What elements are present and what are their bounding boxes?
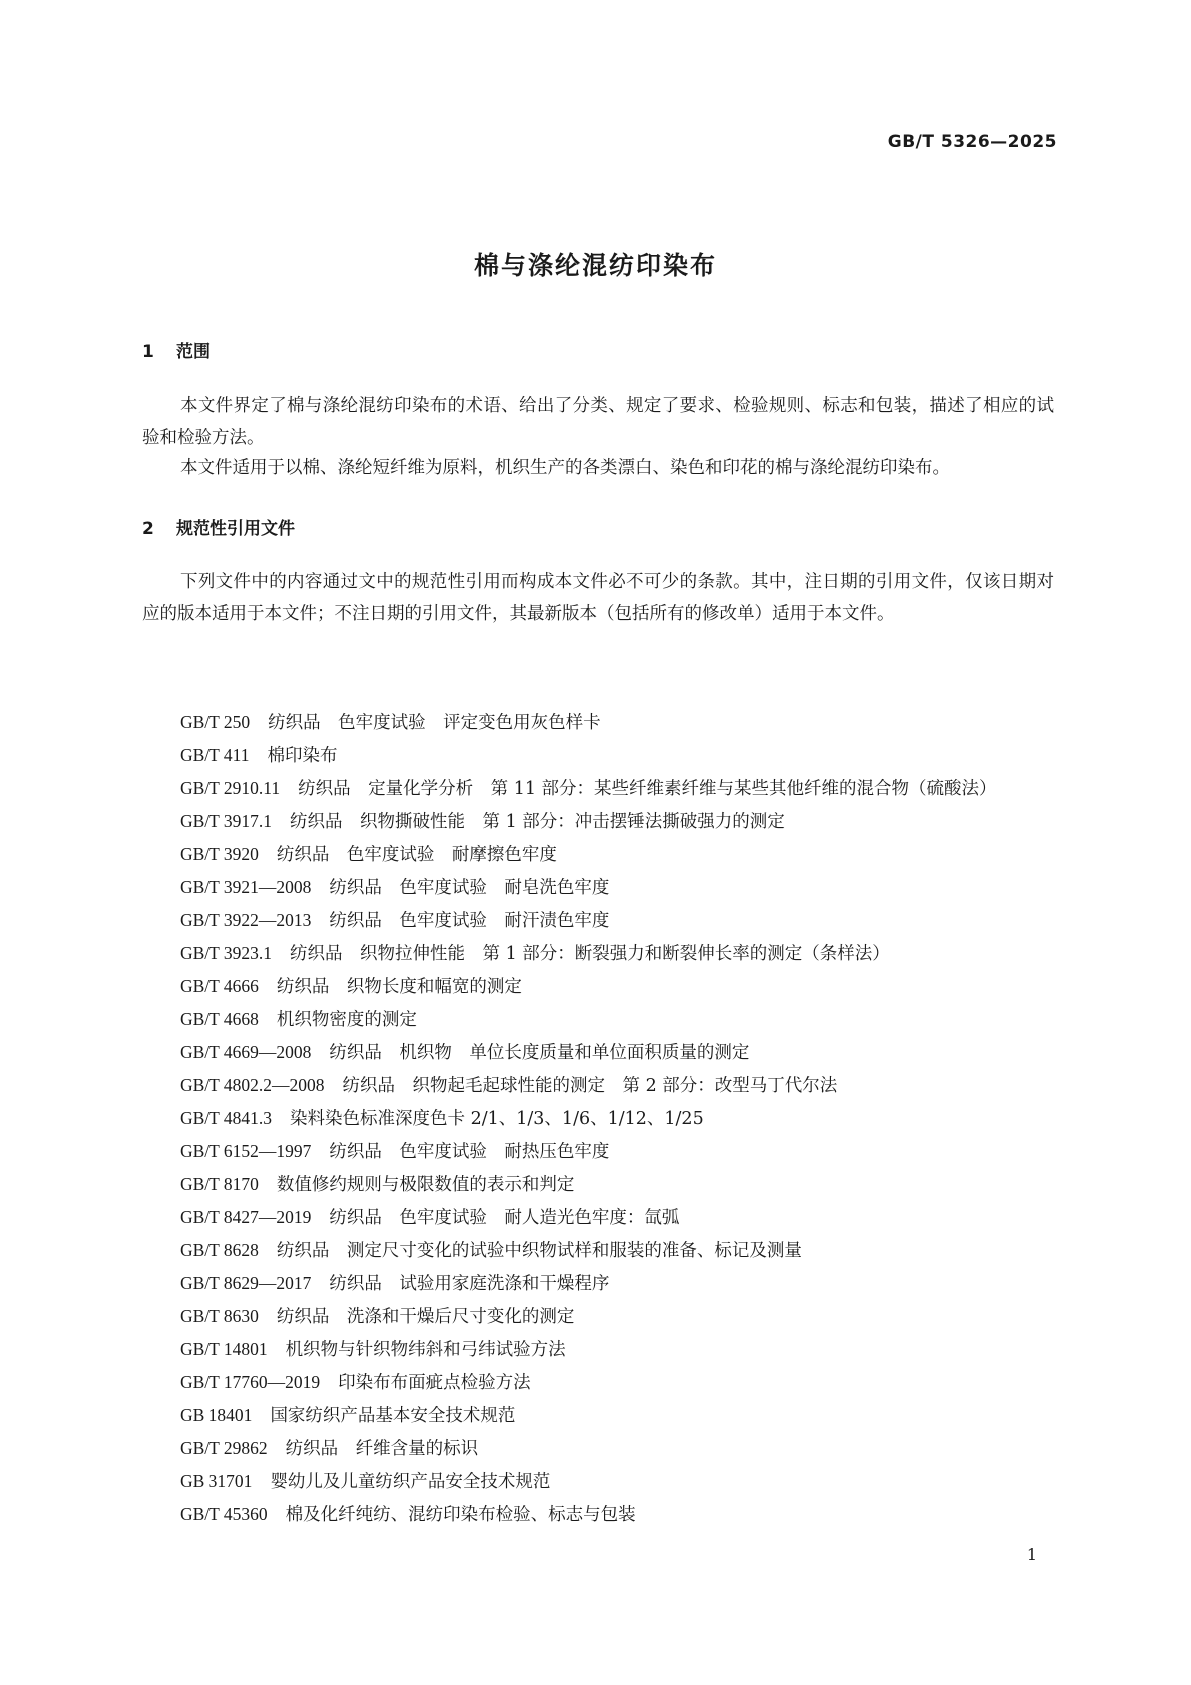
reference-code: GB/T 4666: [180, 976, 259, 996]
reference-code: GB/T 3917.1: [180, 811, 273, 831]
section-title: 范围: [176, 342, 210, 362]
scope-paragraph: 本文件适用于以棉、涤纶短纤维为原料，机织生产的各类漂白、染色和印花的棉与涤纶混纺印染布。: [180, 458, 950, 478]
reference-title: 纺织品 试验用家庭洗涤和干燥程序: [329, 1274, 610, 1294]
section-heading-scope: [142, 337, 210, 362]
reference-code: GB/T 2910.11: [180, 778, 281, 798]
reference-title: 纺织品 色牢度试验 耐皂洗色牢度: [329, 878, 610, 898]
reference-title: 纺织品 织物长度和幅宽的测定: [276, 977, 522, 997]
reference-item: [142, 1267, 1054, 1300]
reference-item: [142, 706, 1054, 739]
reference-item: [142, 1300, 1054, 1333]
reference-title: 纺织品 色牢度试验 耐人造光色牢度：氙弧: [329, 1208, 680, 1228]
reference-item: [142, 1465, 1054, 1498]
reference-title: 纺织品 色牢度试验 评定变色用灰色样卡: [268, 713, 601, 733]
reference-title: 数值修约规则与极限数值的表示和判定: [276, 1175, 575, 1195]
reference-item: [142, 1234, 1054, 1267]
reference-title: 纺织品 织物撕破性能 第 1 部分：冲击摆锤法撕破强力的测定: [290, 812, 785, 832]
reference-item: [142, 1333, 1054, 1366]
reference-code: GB 18401: [180, 1405, 253, 1425]
reference-code: GB/T 3923.1: [180, 943, 273, 963]
reference-title: 纺织品 色牢度试验 耐热压色牢度: [329, 1142, 610, 1162]
reference-code: GB/T 45360: [180, 1504, 268, 1524]
reference-item: [142, 805, 1054, 838]
standard-code: GB/T 5326—2025: [887, 132, 1057, 152]
reference-title: 印染布布面疵点检验方法: [338, 1373, 531, 1393]
reference-code: GB/T 8170: [180, 1174, 259, 1194]
reference-title: 纺织品 机织物 单位长度质量和单位面积质量的测定: [329, 1043, 750, 1063]
reference-code: GB/T 3922—2013: [180, 910, 312, 930]
reference-title: 纺织品 定量化学分析 第 11 部分：某些纤维素纤维与某些其他纤维的混合物（硫酸法）: [298, 779, 997, 799]
reference-item: [142, 904, 1054, 937]
reference-code: GB/T 4669—2008: [180, 1042, 312, 1062]
reference-item: [142, 1135, 1054, 1168]
reference-title: 婴幼儿及儿童纺织产品安全技术规范: [270, 1472, 551, 1492]
section-number: 2: [142, 519, 154, 539]
reference-code: GB/T 6152—1997: [180, 1141, 312, 1161]
reference-item: [142, 1036, 1054, 1069]
reference-item: [142, 1498, 1054, 1531]
reference-title: 纺织品 纤维含量的标识: [285, 1439, 479, 1459]
reference-code: GB/T 4841.3: [180, 1108, 273, 1128]
reference-code: GB/T 250: [180, 712, 251, 732]
reference-title: 染料染色标准深度色卡 2/1、1/3、1/6、1/12、1/25: [290, 1109, 704, 1129]
reference-item: [142, 1201, 1054, 1234]
reference-item: [142, 1366, 1054, 1399]
reference-title: 纺织品 织物拉伸性能 第 1 部分：断裂强力和断裂伸长率的测定（条样法）: [290, 944, 890, 964]
reference-item: [142, 970, 1054, 1003]
reference-code: GB/T 17760—2019: [180, 1372, 321, 1392]
reference-item: [142, 1168, 1054, 1201]
section-heading-normative-references: [142, 514, 295, 539]
reference-title: 纺织品 测定尺寸变化的试验中织物试样和服装的准备、标记及测量: [276, 1241, 802, 1261]
reference-code: GB/T 29862: [180, 1438, 268, 1458]
reference-code: GB/T 4802.2—2008: [180, 1075, 325, 1095]
document-title: 棉与涤纶混纺印染布: [473, 251, 717, 280]
page-number: 1: [1026, 1545, 1037, 1564]
reference-item: [142, 1102, 1054, 1135]
reference-code: GB/T 3920: [180, 844, 259, 864]
reference-title: 纺织品 洗涤和干燥后尺寸变化的测定: [276, 1307, 575, 1327]
reference-title: 棉及化纤纯纺、混纺印染布检验、标志与包装: [285, 1505, 636, 1525]
reference-code: GB/T 14801: [180, 1339, 268, 1359]
reference-code: GB/T 8630: [180, 1306, 259, 1326]
reference-code: GB/T 411: [180, 745, 250, 765]
reference-title: 国家纺织产品基本安全技术规范: [270, 1406, 516, 1426]
reference-item: [142, 838, 1054, 871]
reference-item: [142, 1003, 1054, 1036]
section-number: 1: [142, 342, 154, 362]
reference-list: [142, 706, 1054, 1531]
reference-code: GB 31701: [180, 1471, 253, 1491]
reference-item: [142, 739, 1054, 772]
reference-title: 纺织品 色牢度试验 耐摩擦色牢度: [276, 845, 557, 865]
reference-item: [142, 871, 1054, 904]
references-intro-paragraph: 下列文件中的内容通过文中的规范性引用而构成本文件必不可少的条款。其中，注日期的引用文件，仅该日期对应的版本适用于本文件；不注日期的引用文件，其最新版本（包括所有的修改单）适用于本文件。: [142, 572, 1054, 624]
reference-item: [142, 937, 1054, 970]
scope-paragraph: 本文件界定了棉与涤纶混纺印染布的术语、给出了分类、规定了要求、检验规则、标志和包装，描述了相应的试验和检验方法。: [142, 396, 1054, 448]
reference-code: GB/T 8629—2017: [180, 1273, 312, 1293]
reference-code: GB/T 8628: [180, 1240, 259, 1260]
reference-title: 机织物与针织物纬斜和弓纬试验方法: [285, 1340, 566, 1360]
section-title: 规范性引用文件: [176, 519, 295, 539]
reference-item: [142, 1432, 1054, 1465]
reference-item: [142, 1399, 1054, 1432]
reference-title: 纺织品 织物起毛起球性能的测定 第 2 部分：改型马丁代尔法: [342, 1076, 838, 1096]
reference-item: [142, 772, 1054, 805]
reference-title: 棉印染布: [267, 746, 338, 766]
reference-code: GB/T 4668: [180, 1009, 259, 1029]
reference-code: GB/T 3921—2008: [180, 877, 312, 897]
reference-title: 纺织品 色牢度试验 耐汗渍色牢度: [329, 911, 610, 931]
reference-title: 机织物密度的测定: [276, 1010, 417, 1030]
reference-code: GB/T 8427—2019: [180, 1207, 312, 1227]
reference-item: [142, 1069, 1054, 1102]
